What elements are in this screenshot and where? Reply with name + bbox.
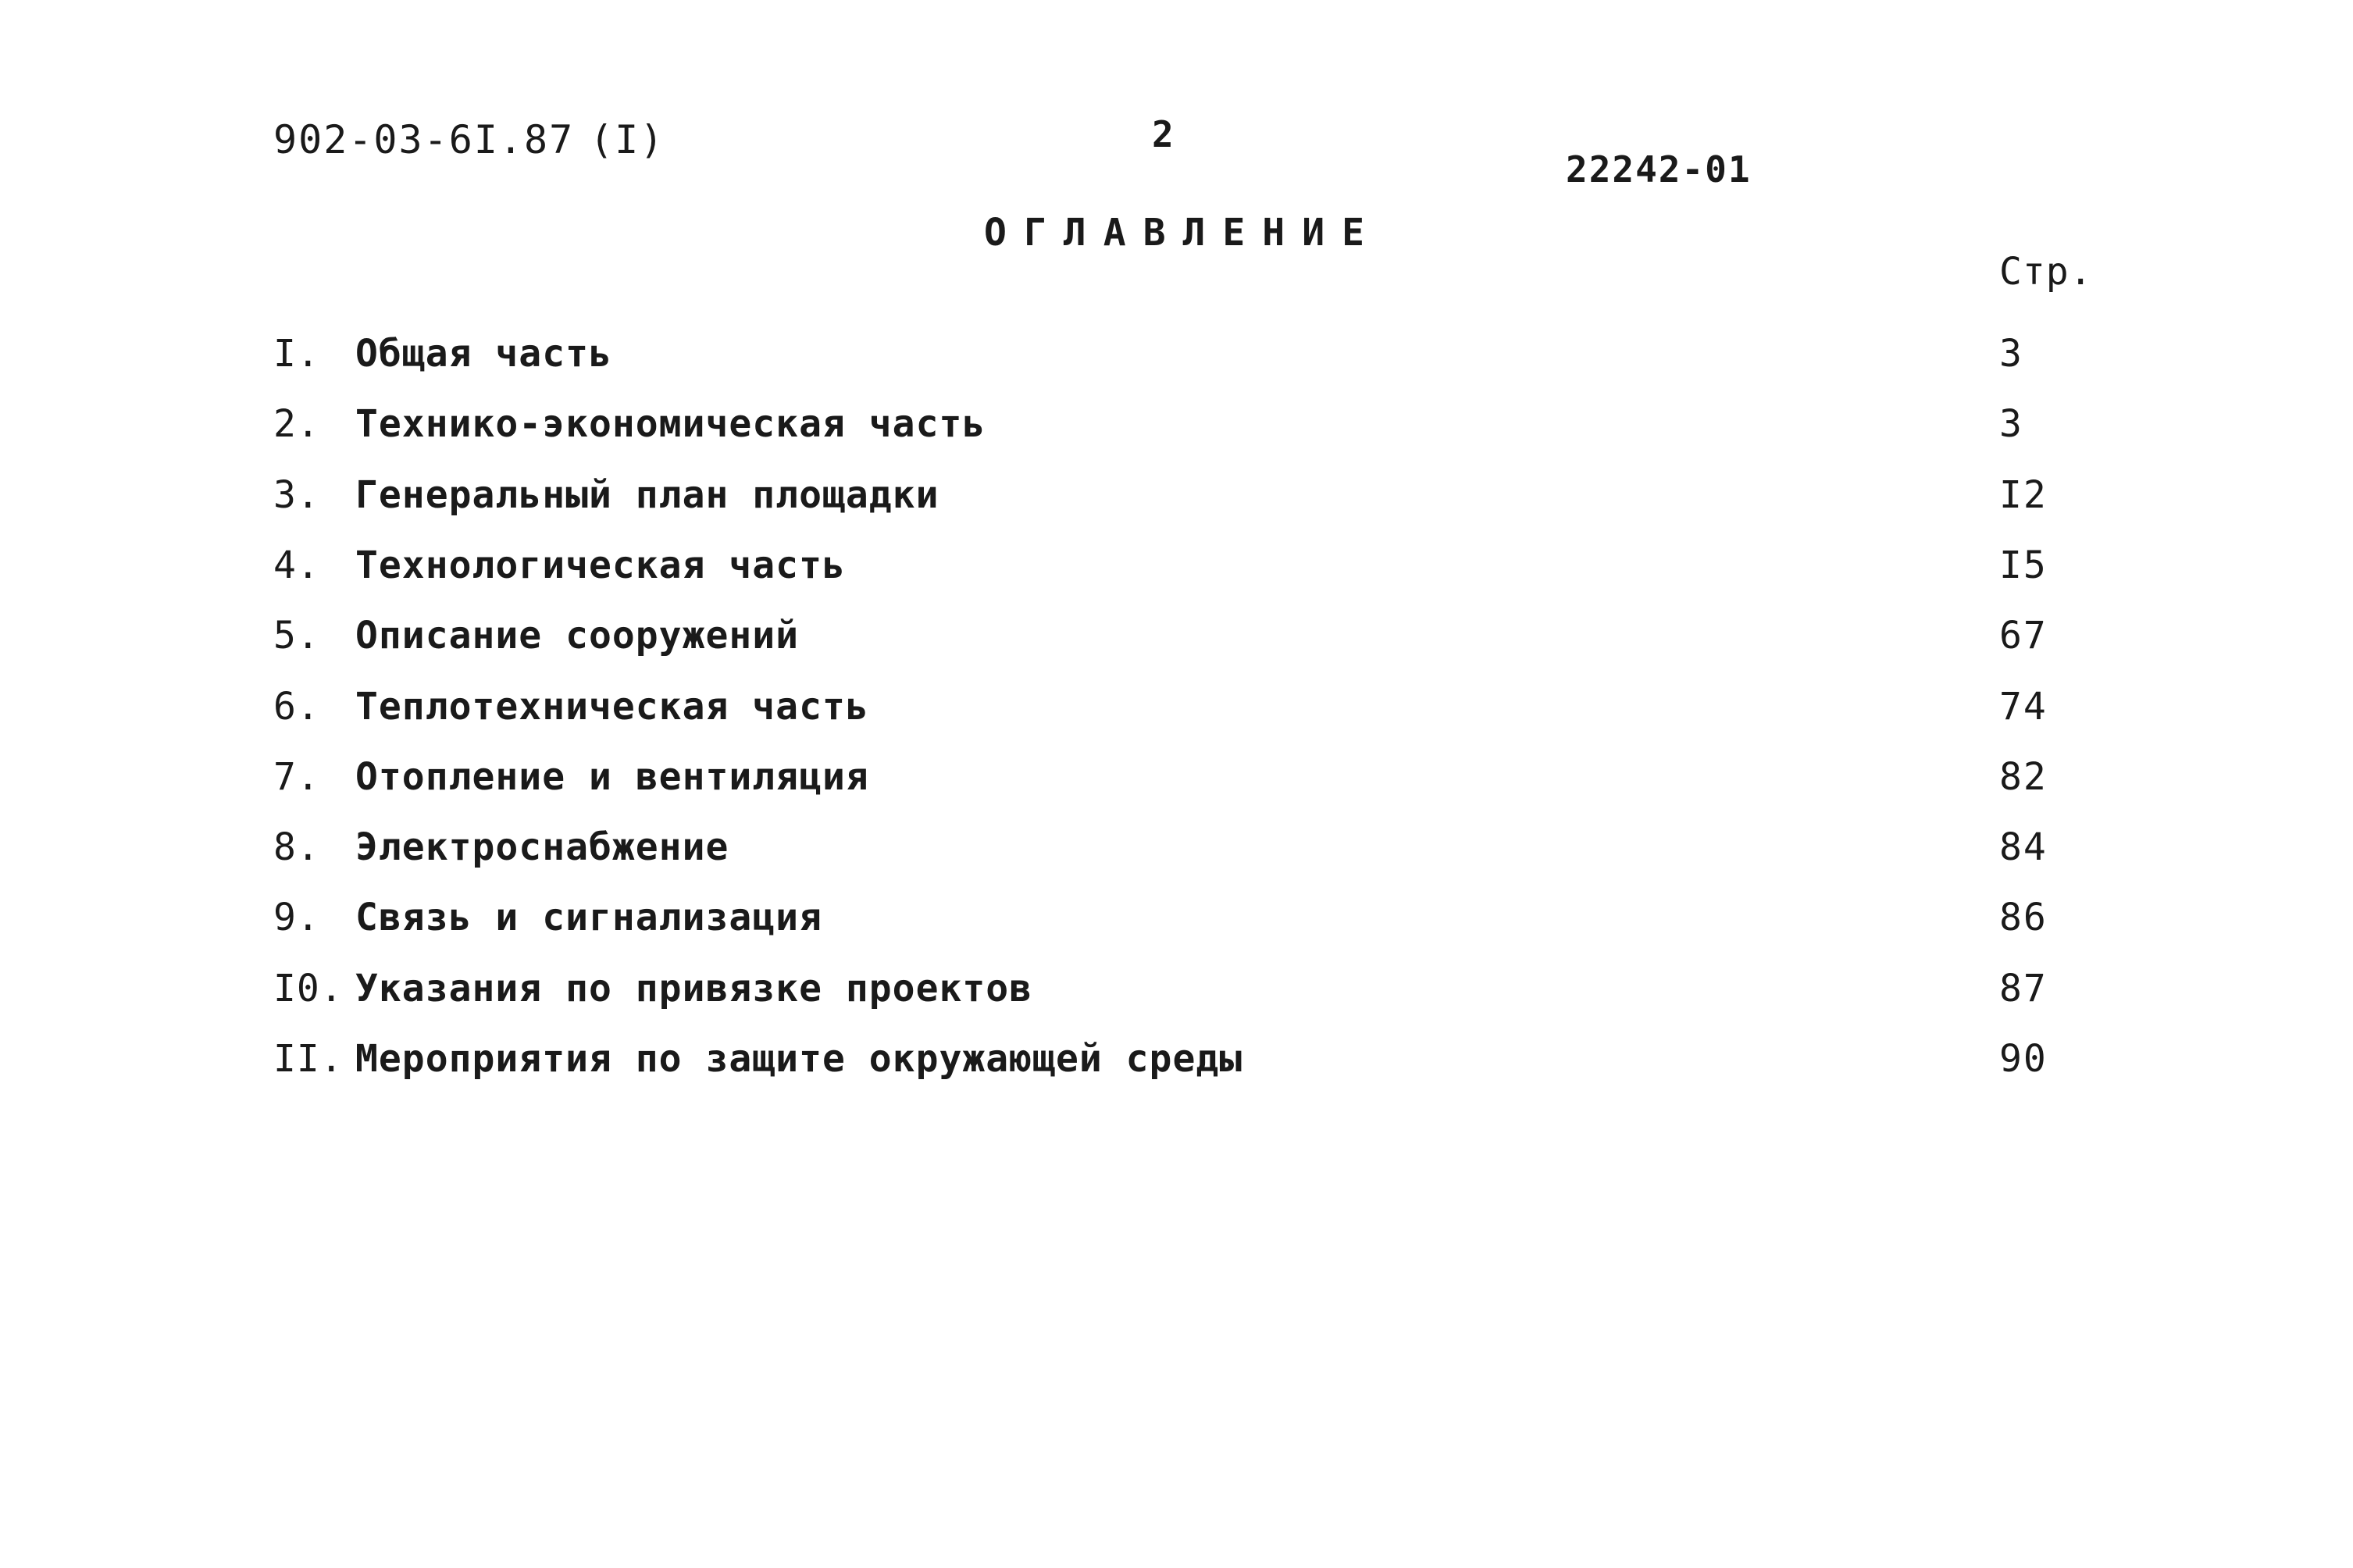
toc-item-title: Общая часть <box>355 332 612 376</box>
toc-item-page: 3 <box>1999 402 2023 447</box>
toc-item-number: 8. <box>273 825 320 870</box>
toc-title: ОГЛАВЛЕНИЕ <box>984 211 1381 255</box>
toc-item-title: Связь и сигнализация <box>355 896 822 940</box>
toc-item-number: 2. <box>273 402 320 447</box>
toc-item-title: Электроснабжение <box>355 825 729 870</box>
toc-item-page: 90 <box>1999 1037 2048 1081</box>
toc-item-number: 3. <box>273 472 320 517</box>
toc-item <box>273 755 2093 810</box>
page-column-header: Стр. <box>1999 250 2093 294</box>
toc-item <box>273 473 2093 528</box>
toc-item-number: I0. <box>273 966 344 1010</box>
toc-item-page: I5 <box>1999 543 2048 587</box>
toc-item-page: 84 <box>1999 825 2048 870</box>
toc-item-number: 5. <box>273 614 320 658</box>
toc-item-page: 86 <box>1999 896 2048 940</box>
toc-item-number: I. <box>273 332 320 376</box>
toc-item-number: 4. <box>273 543 320 587</box>
toc-item <box>273 402 2093 457</box>
toc-item-number: 7. <box>273 754 320 799</box>
toc-item-title: Указания по привязке проектов <box>355 966 1033 1010</box>
toc-item <box>273 332 2093 387</box>
toc-item <box>273 614 2093 668</box>
toc-item-number: II. <box>273 1037 344 1081</box>
toc-item-title: Отопление и вентиляция <box>355 754 869 799</box>
toc-item-title: Технологическая часть <box>355 543 846 587</box>
toc-item-title: Описание сооружений <box>355 614 800 658</box>
toc-item-page: 82 <box>1999 754 2048 799</box>
toc-item-page: 67 <box>1999 614 2048 658</box>
toc-item-page: 74 <box>1999 684 2048 729</box>
toc-item-title: Генеральный план площадки <box>355 472 939 517</box>
archive-number: 22242-01 <box>1566 148 1752 191</box>
toc-item-page: I2 <box>1999 472 2048 517</box>
toc-item <box>273 825 2093 880</box>
document-code: 902-03-6I.87 <box>273 117 575 162</box>
toc-item <box>273 1037 2093 1092</box>
document-part: (I) <box>590 117 665 162</box>
toc-item-page: 3 <box>1999 332 2023 376</box>
page-number: 2 <box>1152 113 1174 155</box>
toc-item <box>273 543 2093 598</box>
toc-item-number: 9. <box>273 896 320 940</box>
toc-item-page: 87 <box>1999 966 2048 1010</box>
toc-item <box>273 967 2093 1021</box>
toc-item-number: 6. <box>273 684 320 729</box>
toc-item-title: Технико-экономическая часть <box>355 402 986 447</box>
toc-item <box>273 685 2093 739</box>
toc-item-title: Мероприятия по защите окружающей среды <box>355 1037 1243 1081</box>
toc-item-title: Теплотехническая часть <box>355 684 869 729</box>
toc-item <box>273 896 2093 950</box>
